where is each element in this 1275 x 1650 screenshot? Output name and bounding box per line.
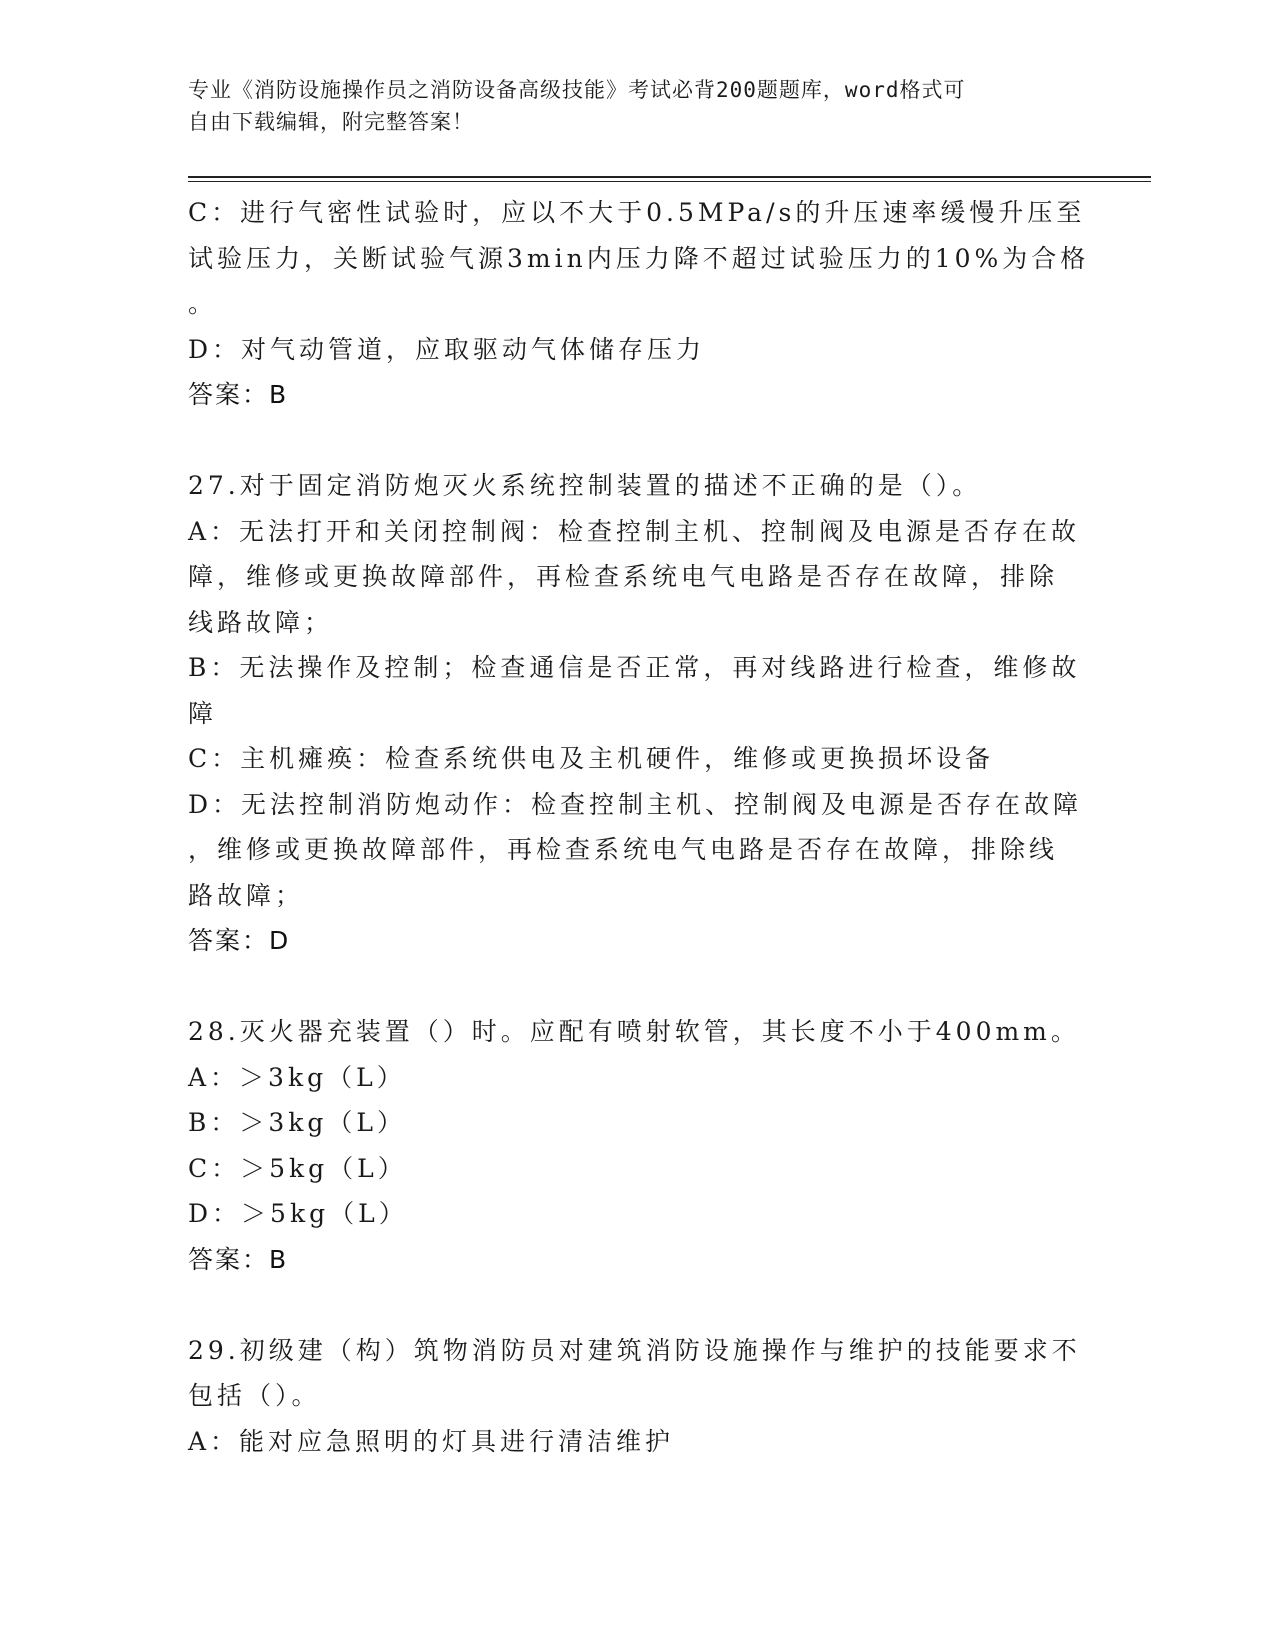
question-stem: 27.对于固定消防炮灭火系统控制装置的描述不正确的是（）。 [188, 471, 982, 500]
question-26-continuation [188, 190, 1088, 418]
header-line-1: 专业《消防设施操作员之消防设备高级技能》考试必背200题题库，word格式可 [188, 78, 966, 102]
option-a: A：＞3kg（L） [188, 1062, 406, 1092]
option-c-line-3: 。 [188, 289, 218, 318]
option-c-line-2: 试验压力，关断试验气源3min内压力降不超过试验压力的10%为合格 [188, 243, 1090, 273]
option-c: C：＞5kg（L） [188, 1153, 407, 1183]
option-d: D：＞5kg（L） [188, 1199, 408, 1228]
option-c: C：主机瘫痪：检查系统供电及主机硬件，维修或更换损坏设备 [188, 744, 995, 773]
option-c-line-1: C：进行气密性试验时，应以不大于0.5MPa/s的升压速率缓慢升压至 [188, 198, 1086, 227]
header-rule-thick [188, 176, 1151, 178]
option-b: B：＞3kg（L） [188, 1108, 407, 1137]
answer-28: 答案：B [188, 1244, 289, 1274]
spacer [188, 418, 1088, 464]
option-d-line-3: 路故障； [188, 880, 305, 910]
option-d-line-2: ，维修或更换故障部件，再检查系统电气电路是否存在故障，排除线 [188, 835, 1059, 864]
option-a-line-3: 线路故障； [188, 607, 334, 637]
document-header [188, 74, 1068, 138]
answer-27: 答案：D [188, 926, 291, 955]
question-29 [188, 1328, 1088, 1465]
answer-26: 答案：B [188, 380, 289, 409]
option-b-line-1: B：无法操作及控制；检查通信是否正常，再对线路进行检查，维修故 [188, 653, 1081, 682]
option-b-line-2: 障 [188, 698, 218, 728]
question-27 [188, 463, 1088, 964]
spacer [188, 1282, 1088, 1328]
question-stem: 28.灭火器充装置（）时。应配有喷射软管，其长度不小于400mm。 [188, 1017, 1080, 1046]
option-a-line-2: 障，维修或更换故障部件，再检查系统电气电路是否存在故障，排除 [188, 562, 1059, 591]
spacer [188, 964, 1088, 1010]
option-d-line-1: D：无法控制消防炮动作：检查控制主机、控制阀及电源是否存在故障 [188, 789, 1083, 819]
option-a: A：能对应急照明的灯具进行清洁维护 [188, 1426, 675, 1456]
document-body [188, 190, 1088, 1464]
option-a-line-1: A：无法打开和关闭控制阀：检查控制主机、控制阀及电源是否存在故 [188, 516, 1081, 546]
question-28 [188, 1009, 1088, 1282]
question-stem-line-2: 包括（）。 [188, 1381, 321, 1410]
question-stem-line-1: 29.初级建（构）筑物消防员对建筑消防设施操作与维护的技能要求不 [188, 1335, 1081, 1365]
option-d: D：对气动管道，应取驱动气体储存压力 [188, 334, 706, 364]
header-line-2: 自由下载编辑，附完整答案！ [188, 110, 474, 134]
header-rule-thin [188, 181, 1151, 182]
